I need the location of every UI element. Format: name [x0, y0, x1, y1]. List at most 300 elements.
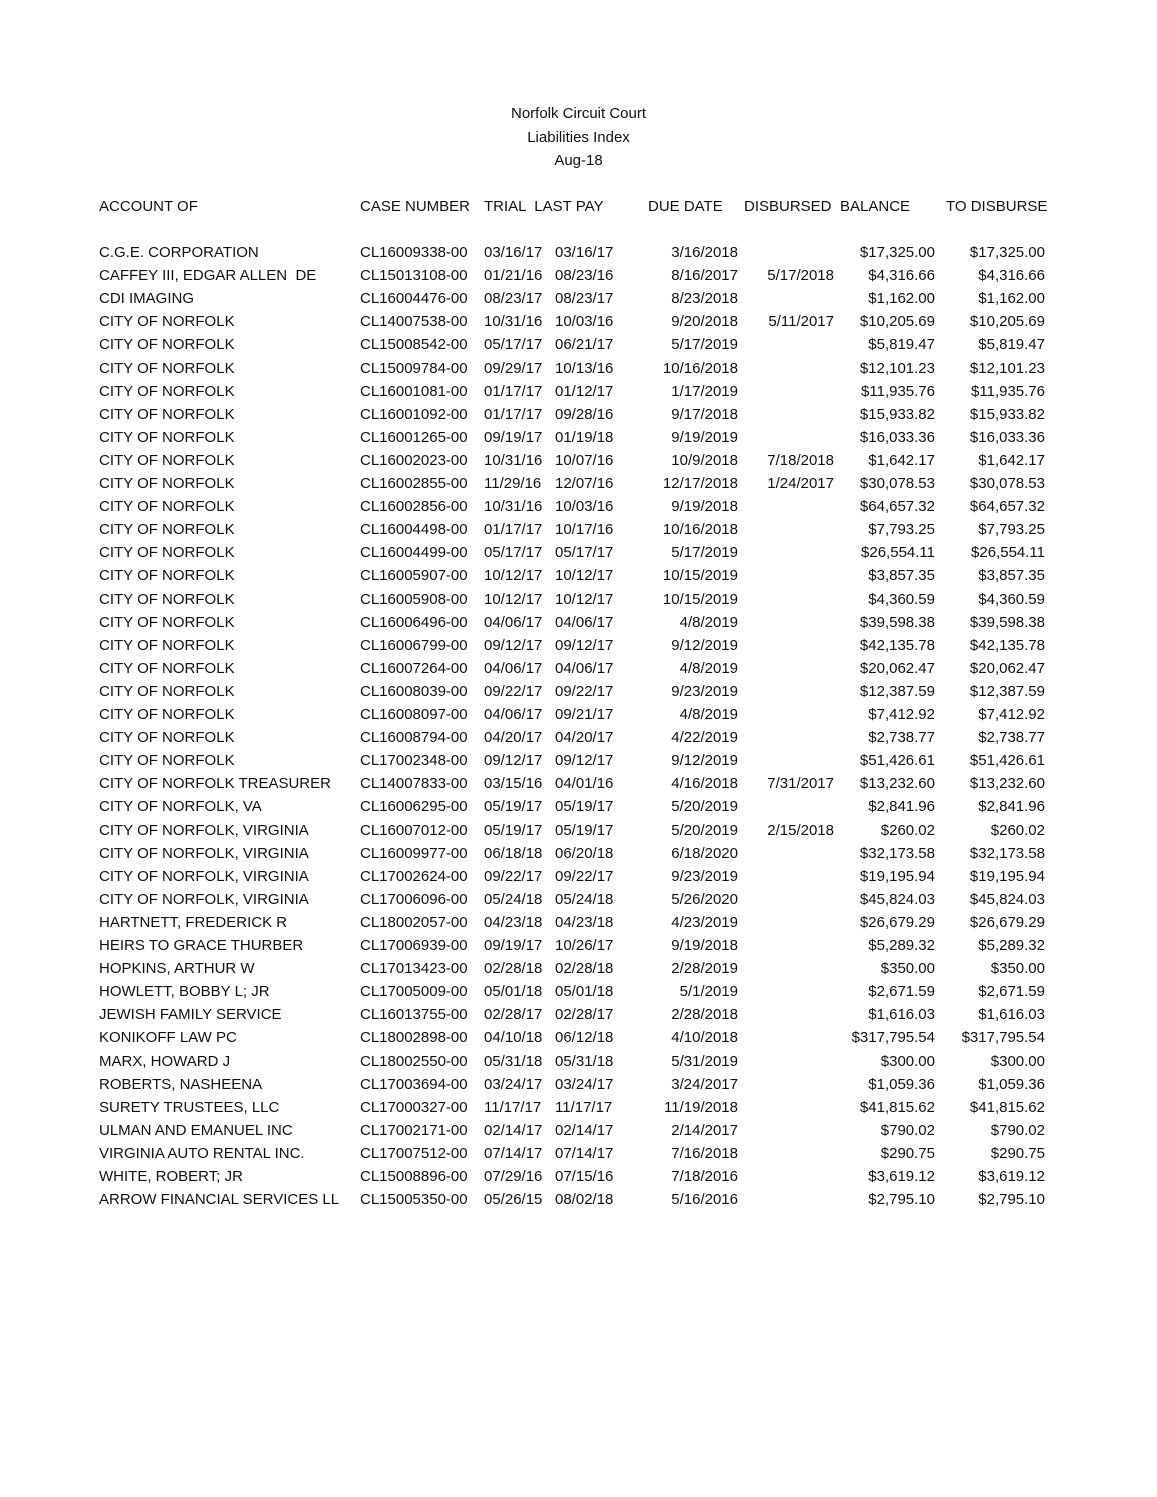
table-row — [0, 290, 1157, 312]
to-disburse-cell: $41,815.62 — [969, 1099, 1045, 1116]
table-row — [0, 822, 1157, 844]
balance-cell: $5,289.32 — [868, 937, 935, 954]
due-date-cell: 5/1/2019 — [679, 983, 738, 1000]
balance-cell: $30,078.53 — [859, 475, 935, 492]
due-date-cell: 5/17/2019 — [671, 336, 738, 353]
table-row — [0, 637, 1157, 659]
trial-date-cell: 07/29/16 — [484, 1168, 543, 1185]
table-row — [0, 914, 1157, 936]
table-row — [0, 706, 1157, 728]
table-row — [0, 1145, 1157, 1167]
account-cell: CITY OF NORFOLK TREASURER — [99, 775, 331, 792]
due-date-cell: 10/15/2019 — [662, 567, 738, 584]
due-date-cell: 4/22/2019 — [671, 729, 738, 746]
balance-cell: $32,173.58 — [859, 845, 935, 862]
last-pay-cell: 09/12/17 — [555, 637, 614, 654]
trial-date-cell: 10/12/17 — [484, 591, 543, 608]
case-number-cell: CL17007512-00 — [360, 1145, 468, 1162]
due-date-cell: 2/28/2019 — [671, 960, 738, 977]
account-cell: MARX, HOWARD J — [99, 1053, 231, 1070]
table-row — [0, 1122, 1157, 1144]
case-number-cell: CL17002624-00 — [360, 868, 468, 885]
account-cell: CITY OF NORFOLK, VIRGINIA — [99, 822, 309, 839]
case-number-cell: CL16004499-00 — [360, 544, 468, 561]
case-number-cell: CL17006096-00 — [360, 891, 468, 908]
trial-date-cell: 02/14/17 — [484, 1122, 543, 1139]
account-cell: WHITE, ROBERT; JR — [99, 1168, 243, 1185]
table-row — [0, 544, 1157, 566]
to-disburse-cell: $260.02 — [990, 822, 1045, 839]
trial-date-cell: 09/22/17 — [484, 683, 543, 700]
to-disburse-cell: $2,671.59 — [978, 983, 1045, 1000]
table-row — [0, 475, 1157, 497]
last-pay-cell: 01/12/17 — [555, 383, 614, 400]
account-cell: C.G.E. CORPORATION — [99, 244, 259, 261]
trial-date-cell: 10/31/16 — [484, 313, 543, 330]
table-row — [0, 683, 1157, 705]
account-cell: KONIKOFF LAW PC — [99, 1029, 237, 1046]
account-cell: HARTNETT, FREDERICK R — [99, 914, 288, 931]
trial-date-cell: 03/16/17 — [484, 244, 543, 261]
balance-cell: $3,619.12 — [868, 1168, 935, 1185]
due-date-cell: 4/10/2018 — [671, 1029, 738, 1046]
last-pay-cell: 09/12/17 — [555, 752, 614, 769]
last-pay-cell: 10/03/16 — [555, 313, 614, 330]
last-pay-cell: 08/23/16 — [555, 267, 614, 284]
balance-cell: $1,059.36 — [868, 1076, 935, 1093]
balance-cell: $26,554.11 — [861, 544, 935, 561]
account-cell: ULMAN AND EMANUEL INC — [99, 1122, 293, 1139]
trial-date-cell: 01/17/17 — [484, 383, 543, 400]
last-pay-cell: 02/28/17 — [555, 1006, 614, 1023]
table-row — [0, 383, 1157, 405]
case-number-cell: CL16009338-00 — [360, 244, 468, 261]
case-number-cell: CL16001092-00 — [360, 406, 468, 423]
to-disburse-cell: $300.00 — [990, 1053, 1045, 1070]
due-date-cell: 9/12/2019 — [671, 637, 738, 654]
due-date-cell: 4/8/2019 — [679, 706, 738, 723]
due-date-cell: 9/23/2019 — [671, 868, 738, 885]
col-to-disburse: TO DISBURSE — [946, 198, 1048, 215]
to-disburse-cell: $19,195.94 — [969, 868, 1045, 885]
last-pay-cell: 12/07/16 — [555, 475, 614, 492]
balance-cell: $26,679.29 — [859, 914, 935, 931]
trial-date-cell: 09/29/17 — [484, 360, 543, 377]
account-cell: CITY OF NORFOLK — [99, 452, 235, 469]
last-pay-cell: 05/01/18 — [555, 983, 614, 1000]
due-date-cell: 9/19/2018 — [671, 937, 738, 954]
to-disburse-cell: $790.02 — [990, 1122, 1045, 1139]
due-date-cell: 5/26/2020 — [671, 891, 738, 908]
last-pay-cell: 06/20/18 — [555, 845, 614, 862]
balance-cell: $10,205.69 — [859, 313, 935, 330]
to-disburse-cell: $7,412.92 — [978, 706, 1045, 723]
trial-date-cell: 05/24/18 — [484, 891, 543, 908]
to-disburse-cell: $17,325.00 — [969, 244, 1045, 261]
balance-cell: $4,360.59 — [868, 591, 935, 608]
to-disburse-cell: $16,033.36 — [969, 429, 1045, 446]
account-cell: CITY OF NORFOLK — [99, 729, 235, 746]
table-row — [0, 244, 1157, 266]
trial-date-cell: 10/31/16 — [484, 452, 543, 469]
to-disburse-cell: $1,642.17 — [978, 452, 1045, 469]
account-cell: CITY OF NORFOLK — [99, 475, 235, 492]
case-number-cell: CL17002171-00 — [360, 1122, 468, 1139]
case-number-cell: CL17000327-00 — [360, 1099, 468, 1116]
trial-date-cell: 01/17/17 — [484, 521, 543, 538]
balance-cell: $42,135.78 — [859, 637, 935, 654]
to-disburse-cell: $39,598.38 — [969, 614, 1045, 631]
last-pay-cell: 06/12/18 — [555, 1029, 614, 1046]
to-disburse-cell: $11,935.76 — [971, 383, 1045, 400]
due-date-cell: 7/18/2016 — [671, 1168, 738, 1185]
last-pay-cell: 08/02/18 — [555, 1191, 614, 1208]
last-pay-cell: 11/17/17 — [555, 1099, 613, 1116]
trial-date-cell: 08/23/17 — [484, 290, 543, 307]
to-disburse-cell: $20,062.47 — [969, 660, 1045, 677]
due-date-cell: 7/16/2018 — [671, 1145, 738, 1162]
account-cell: HEIRS TO GRACE THURBER — [99, 937, 304, 954]
table-row — [0, 614, 1157, 636]
last-pay-cell: 08/23/17 — [555, 290, 614, 307]
balance-cell: $1,162.00 — [868, 290, 935, 307]
due-date-cell: 12/17/2018 — [662, 475, 738, 492]
col-account-of: ACCOUNT OF — [99, 198, 198, 215]
table-row — [0, 775, 1157, 797]
last-pay-cell: 05/24/18 — [555, 891, 614, 908]
trial-date-cell: 05/31/18 — [484, 1053, 543, 1070]
case-number-cell: CL16007264-00 — [360, 660, 468, 677]
balance-cell: $7,412.92 — [868, 706, 935, 723]
to-disburse-cell: $350.00 — [990, 960, 1045, 977]
to-disburse-cell: $42,135.78 — [969, 637, 1045, 654]
account-cell: JEWISH FAMILY SERVICE — [99, 1006, 282, 1023]
to-disburse-cell: $2,795.10 — [978, 1191, 1045, 1208]
account-cell: CITY OF NORFOLK — [99, 406, 235, 423]
to-disburse-cell: $45,824.03 — [969, 891, 1045, 908]
account-cell: CDI IMAGING — [99, 290, 195, 307]
court-name: Norfolk Circuit Court — [510, 105, 647, 122]
account-cell: CITY OF NORFOLK — [99, 336, 235, 353]
col-disbursed: DISBURSED — [744, 198, 832, 215]
balance-cell: $300.00 — [880, 1053, 935, 1070]
last-pay-cell: 05/19/17 — [555, 822, 614, 839]
case-number-cell: CL16004498-00 — [360, 521, 468, 538]
trial-date-cell: 01/17/17 — [484, 406, 543, 423]
table-row — [0, 891, 1157, 913]
to-disburse-cell: $51,426.61 — [969, 752, 1045, 769]
due-date-cell: 9/17/2018 — [671, 406, 738, 423]
account-cell: ARROW FINANCIAL SERVICES LL — [99, 1191, 340, 1208]
last-pay-cell: 10/13/16 — [555, 360, 614, 377]
col-balance: BALANCE — [840, 198, 911, 215]
to-disburse-cell: $26,679.29 — [969, 914, 1045, 931]
account-cell: CITY OF NORFOLK — [99, 429, 235, 446]
due-date-cell: 9/19/2019 — [671, 429, 738, 446]
last-pay-cell: 10/03/16 — [555, 498, 614, 515]
account-cell: CITY OF NORFOLK — [99, 614, 235, 631]
account-cell: CITY OF NORFOLK — [99, 313, 235, 330]
trial-date-cell: 10/12/17 — [484, 567, 543, 584]
balance-cell: $12,387.59 — [859, 683, 935, 700]
trial-date-cell: 05/19/17 — [484, 798, 543, 815]
balance-cell: $350.00 — [880, 960, 935, 977]
due-date-cell: 10/16/2018 — [662, 360, 738, 377]
table-row — [0, 1029, 1157, 1051]
table-row — [0, 868, 1157, 890]
table-row — [0, 960, 1157, 982]
last-pay-cell: 05/17/17 — [555, 544, 614, 561]
case-number-cell: CL16006295-00 — [360, 798, 468, 815]
to-disburse-cell: $4,316.66 — [978, 267, 1045, 284]
due-date-cell: 5/16/2016 — [671, 1191, 738, 1208]
trial-date-cell: 05/17/17 — [484, 336, 543, 353]
balance-cell: $2,795.10 — [868, 1191, 935, 1208]
account-cell: CITY OF NORFOLK — [99, 706, 235, 723]
trial-date-cell: 03/15/16 — [484, 775, 543, 792]
trial-date-cell: 04/06/17 — [484, 614, 543, 631]
trial-date-cell: 01/21/16 — [484, 267, 543, 284]
balance-cell: $12,101.23 — [859, 360, 935, 377]
last-pay-cell: 04/06/17 — [555, 660, 614, 677]
case-number-cell: CL16013755-00 — [360, 1006, 468, 1023]
case-number-cell: CL17005009-00 — [360, 983, 468, 1000]
table-row — [0, 845, 1157, 867]
to-disburse-cell: $64,657.32 — [969, 498, 1045, 515]
balance-cell: $2,841.96 — [868, 798, 935, 815]
last-pay-cell: 09/22/17 — [555, 683, 614, 700]
case-number-cell: CL16005908-00 — [360, 591, 468, 608]
last-pay-cell: 07/15/16 — [555, 1168, 614, 1185]
case-number-cell: CL15013108-00 — [360, 267, 468, 284]
to-disburse-cell: $2,738.77 — [978, 729, 1045, 746]
table-row — [0, 752, 1157, 774]
due-date-cell: 6/18/2020 — [671, 845, 738, 862]
trial-date-cell: 04/20/17 — [484, 729, 543, 746]
account-cell: CITY OF NORFOLK — [99, 660, 235, 677]
account-cell: CITY OF NORFOLK — [99, 383, 235, 400]
due-date-cell: 9/20/2018 — [671, 313, 738, 330]
case-number-cell: CL16006799-00 — [360, 637, 468, 654]
balance-cell: $17,325.00 — [859, 244, 935, 261]
table-row — [0, 983, 1157, 1005]
case-number-cell: CL16002856-00 — [360, 498, 468, 515]
balance-cell: $7,793.25 — [868, 521, 935, 538]
col-case-number: CASE NUMBER — [360, 198, 471, 215]
balance-cell: $20,062.47 — [859, 660, 935, 677]
disbursed-cell: 1/24/2017 — [767, 475, 834, 492]
balance-cell: $260.02 — [880, 822, 935, 839]
last-pay-cell: 05/19/17 — [555, 798, 614, 815]
balance-cell: $4,316.66 — [868, 267, 935, 284]
to-disburse-cell: $5,819.47 — [978, 336, 1045, 353]
account-cell: CITY OF NORFOLK, VIRGINIA — [99, 845, 309, 862]
account-cell: CITY OF NORFOLK — [99, 567, 235, 584]
to-disburse-cell: $290.75 — [990, 1145, 1045, 1162]
to-disburse-cell: $7,793.25 — [978, 521, 1045, 538]
column-headers — [0, 198, 1157, 220]
due-date-cell: 9/19/2018 — [671, 498, 738, 515]
case-number-cell: CL15005350-00 — [360, 1191, 468, 1208]
balance-cell: $13,232.60 — [859, 775, 935, 792]
trial-date-cell: 04/06/17 — [484, 706, 543, 723]
col-trial-last-pay: TRIAL LAST PAY — [484, 198, 604, 215]
trial-date-cell: 11/29/16 — [484, 475, 542, 492]
case-number-cell: CL18002898-00 — [360, 1029, 468, 1046]
balance-cell: $19,195.94 — [859, 868, 935, 885]
due-date-cell: 4/8/2019 — [679, 614, 738, 631]
disbursed-cell: 7/31/2017 — [767, 775, 834, 792]
table-row — [0, 798, 1157, 820]
case-number-cell: CL16001265-00 — [360, 429, 468, 446]
to-disburse-cell: $1,162.00 — [978, 290, 1045, 307]
last-pay-cell: 10/07/16 — [555, 452, 614, 469]
trial-date-cell: 09/22/17 — [484, 868, 543, 885]
table-row — [0, 313, 1157, 335]
trial-date-cell: 06/18/18 — [484, 845, 543, 862]
case-number-cell: CL18002057-00 — [360, 914, 468, 931]
account-cell: VIRGINIA AUTO RENTAL INC. — [99, 1145, 305, 1162]
balance-cell: $64,657.32 — [859, 498, 935, 515]
table-row — [0, 1006, 1157, 1028]
due-date-cell: 11/19/2018 — [664, 1099, 738, 1116]
to-disburse-cell: $32,173.58 — [969, 845, 1045, 862]
table-row — [0, 452, 1157, 474]
case-number-cell: CL14007538-00 — [360, 313, 468, 330]
to-disburse-cell: $15,933.82 — [969, 406, 1045, 423]
last-pay-cell: 04/23/18 — [555, 914, 614, 931]
account-cell: CITY OF NORFOLK — [99, 683, 235, 700]
due-date-cell: 4/23/2019 — [671, 914, 738, 931]
table-row — [0, 1099, 1157, 1121]
trial-date-cell: 09/12/17 — [484, 637, 543, 654]
to-disburse-cell: $4,360.59 — [978, 591, 1045, 608]
due-date-cell: 2/14/2017 — [671, 1122, 738, 1139]
due-date-cell: 8/23/2018 — [671, 290, 738, 307]
table-row — [0, 521, 1157, 543]
balance-cell: $1,616.03 — [868, 1006, 935, 1023]
case-number-cell: CL16008039-00 — [360, 683, 468, 700]
account-cell: CAFFEY III, EDGAR ALLEN DE — [99, 267, 317, 284]
due-date-cell: 2/28/2018 — [671, 1006, 738, 1023]
due-date-cell: 3/16/2018 — [671, 244, 738, 261]
to-disburse-cell: $2,841.96 — [978, 798, 1045, 815]
due-date-cell: 9/12/2019 — [671, 752, 738, 769]
due-date-cell: 10/16/2018 — [662, 521, 738, 538]
case-number-cell: CL15008896-00 — [360, 1168, 468, 1185]
table-row — [0, 937, 1157, 959]
case-number-cell: CL15008542-00 — [360, 336, 468, 353]
disbursed-cell: 5/17/2018 — [767, 267, 834, 284]
table-row — [0, 1053, 1157, 1075]
trial-date-cell: 09/19/17 — [484, 937, 543, 954]
report-period: Aug-18 — [554, 152, 603, 169]
last-pay-cell: 10/12/17 — [555, 567, 614, 584]
account-cell: HOPKINS, ARTHUR W — [99, 960, 255, 977]
due-date-cell: 3/24/2017 — [671, 1076, 738, 1093]
balance-cell: $45,824.03 — [859, 891, 935, 908]
last-pay-cell: 07/14/17 — [555, 1145, 614, 1162]
case-number-cell: CL16001081-00 — [360, 383, 468, 400]
trial-date-cell: 11/17/17 — [484, 1099, 542, 1116]
due-date-cell: 10/9/2018 — [671, 452, 738, 469]
case-number-cell: CL16009977-00 — [360, 845, 468, 862]
account-cell: CITY OF NORFOLK, VIRGINIA — [99, 868, 309, 885]
balance-cell: $2,738.77 — [868, 729, 935, 746]
to-disburse-cell: $1,059.36 — [978, 1076, 1045, 1093]
trial-date-cell: 10/31/16 — [484, 498, 543, 515]
table-row — [0, 1076, 1157, 1098]
due-date-cell: 5/17/2019 — [671, 544, 738, 561]
account-cell: CITY OF NORFOLK — [99, 637, 235, 654]
account-cell: CITY OF NORFOLK, VIRGINIA — [99, 891, 309, 908]
balance-cell: $290.75 — [880, 1145, 935, 1162]
due-date-cell: 4/8/2019 — [679, 660, 738, 677]
last-pay-cell: 10/12/17 — [555, 591, 614, 608]
last-pay-cell: 05/31/18 — [555, 1053, 614, 1070]
balance-cell: $39,598.38 — [859, 614, 935, 631]
to-disburse-cell: $3,857.35 — [978, 567, 1045, 584]
table-row — [0, 660, 1157, 682]
to-disburse-cell: $30,078.53 — [969, 475, 1045, 492]
case-number-cell: CL16008097-00 — [360, 706, 468, 723]
case-number-cell: CL18002550-00 — [360, 1053, 468, 1070]
to-disburse-cell: $10,205.69 — [969, 313, 1045, 330]
to-disburse-cell: $317,795.54 — [961, 1029, 1045, 1046]
account-cell: HOWLETT, BOBBY L; JR — [99, 983, 270, 1000]
due-date-cell: 4/16/2018 — [671, 775, 738, 792]
balance-cell: $3,857.35 — [868, 567, 935, 584]
table-row — [0, 360, 1157, 382]
to-disburse-cell: $3,619.12 — [978, 1168, 1045, 1185]
due-date-cell: 8/16/2017 — [671, 267, 738, 284]
document-title: Liabilities Index — [527, 129, 630, 146]
last-pay-cell: 09/21/17 — [555, 706, 614, 723]
trial-date-cell: 02/28/17 — [484, 1006, 543, 1023]
trial-date-cell: 09/19/17 — [484, 429, 543, 446]
balance-cell: $790.02 — [880, 1122, 935, 1139]
account-cell: CITY OF NORFOLK — [99, 521, 235, 538]
last-pay-cell: 06/21/17 — [555, 336, 614, 353]
to-disburse-cell: $12,101.23 — [969, 360, 1045, 377]
case-number-cell: CL15009784-00 — [360, 360, 468, 377]
account-cell: CITY OF NORFOLK — [99, 498, 235, 515]
trial-date-cell: 03/24/17 — [484, 1076, 543, 1093]
last-pay-cell: 01/19/18 — [555, 429, 614, 446]
case-number-cell: CL17006939-00 — [360, 937, 468, 954]
due-date-cell: 9/23/2019 — [671, 683, 738, 700]
trial-date-cell: 07/14/17 — [484, 1145, 543, 1162]
balance-cell: $16,033.36 — [859, 429, 935, 446]
case-number-cell: CL17003694-00 — [360, 1076, 468, 1093]
disbursed-cell: 2/15/2018 — [767, 822, 834, 839]
last-pay-cell: 10/17/16 — [555, 521, 614, 538]
last-pay-cell: 02/28/18 — [555, 960, 614, 977]
case-number-cell: CL17013423-00 — [360, 960, 468, 977]
table-row — [0, 1168, 1157, 1190]
to-disburse-cell: $13,232.60 — [969, 775, 1045, 792]
to-disburse-cell: $26,554.11 — [971, 544, 1045, 561]
account-cell: ROBERTS, NASHEENA — [99, 1076, 263, 1093]
case-number-cell: CL16002855-00 — [360, 475, 468, 492]
to-disburse-cell: $1,616.03 — [978, 1006, 1045, 1023]
trial-date-cell: 04/23/18 — [484, 914, 543, 931]
trial-date-cell: 05/19/17 — [484, 822, 543, 839]
case-number-cell: CL16008794-00 — [360, 729, 468, 746]
table-row — [0, 429, 1157, 451]
table-row — [0, 729, 1157, 751]
case-number-cell: CL16004476-00 — [360, 290, 468, 307]
